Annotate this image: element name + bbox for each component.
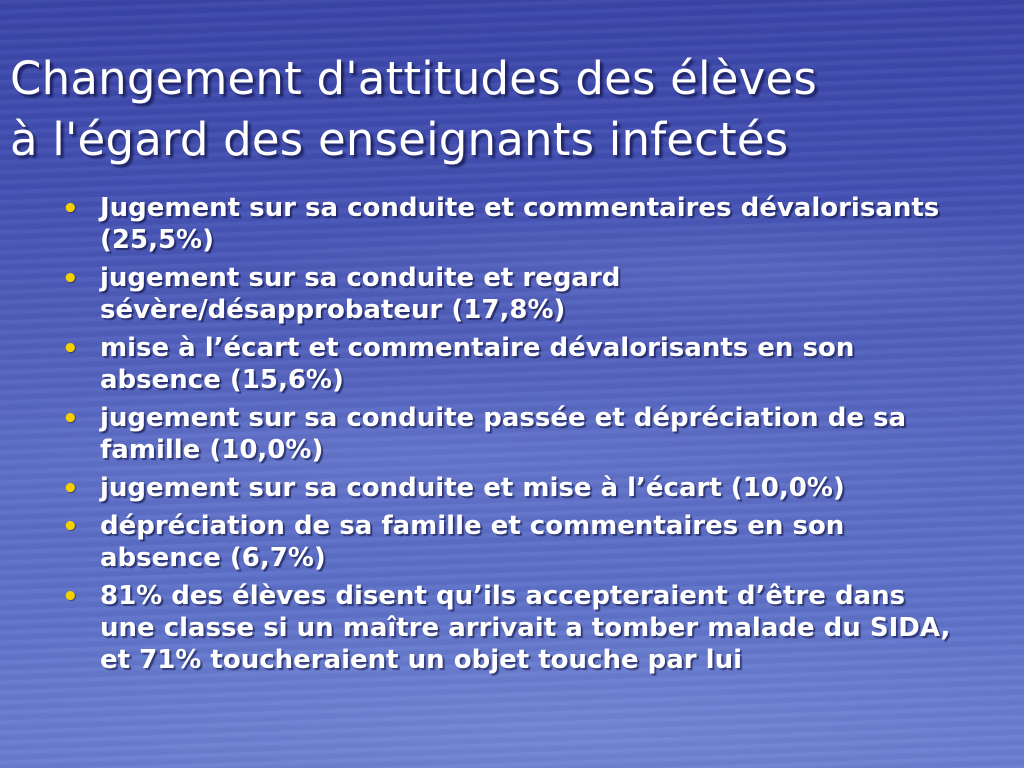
bullet-dot-icon: • <box>62 194 79 224</box>
bullet-item <box>60 402 960 466</box>
bullet-item <box>60 332 960 396</box>
bullet-dot-icon: • <box>62 404 79 434</box>
bullet-item <box>60 510 960 574</box>
bullet-dot-icon: • <box>62 264 79 294</box>
bullet-text: jugement sur sa conduite et regard sévère/désapprobateur (17,8%) <box>100 263 621 325</box>
bullet-dot-icon: • <box>62 512 79 542</box>
bullet-item <box>60 580 960 676</box>
bullet-item <box>60 472 960 504</box>
bullet-item <box>60 192 960 256</box>
bullet-text: mise à l’écart et commentaire dévalorisants en son absence (15,6%) <box>100 333 855 395</box>
slide-title-line-2: à l'égard des enseignants infectés <box>10 113 789 166</box>
bullet-text: 81% des élèves disent qu’ils accepteraient d’être dans une classe si un maître arrivait a tomber malade du SIDA, et 71% toucheraient un objet touche par lui <box>100 581 951 675</box>
bullet-text: Jugement sur sa conduite et commentaires dévalorisants (25,5%) <box>100 193 940 255</box>
bullet-text: dépréciation de sa famille et commentaires en son absence (6,7%) <box>100 511 845 573</box>
bullet-item <box>60 262 960 326</box>
bullet-dot-icon: • <box>62 474 79 504</box>
bullet-dot-icon: • <box>62 334 79 364</box>
bullet-text: jugement sur sa conduite et mise à l’écart (10,0%) <box>100 473 845 503</box>
slide-title-line-1: Changement d'attitudes des élèves <box>10 52 817 105</box>
bullet-dot-icon: • <box>62 582 79 612</box>
bullet-list <box>60 192 960 682</box>
slide-title <box>10 48 1020 170</box>
bullet-text: jugement sur sa conduite passée et dépréciation de sa famille (10,0%) <box>100 403 907 465</box>
